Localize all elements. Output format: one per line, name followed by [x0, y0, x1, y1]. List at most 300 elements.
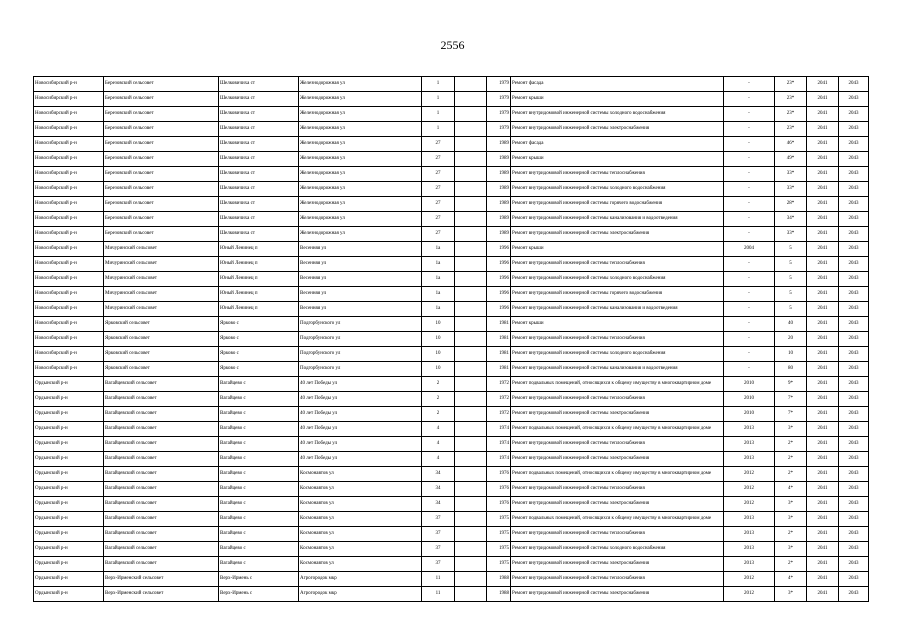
- cell-build-year: 1981: [487, 362, 511, 377]
- cell-street: Железнодорожная ул: [299, 107, 422, 122]
- cell-house-number: 10: [422, 332, 455, 347]
- cell-last-repair-year: -: [724, 107, 775, 122]
- cell-street: Весенняя ул: [299, 272, 422, 287]
- cell-house-number: 34: [422, 467, 455, 482]
- cell-plan-end-year: 2043: [839, 407, 869, 422]
- cell-district: Ордынский р-н: [34, 422, 104, 437]
- cell-district: Ордынский р-н: [34, 542, 104, 557]
- cell-last-repair-year: -: [724, 332, 775, 347]
- cell-house-number: 2: [422, 407, 455, 422]
- cell-building: [455, 407, 487, 422]
- cell-street: 40 лет Победы ул: [299, 407, 422, 422]
- cell-building: [455, 467, 487, 482]
- table-row: [34, 212, 869, 227]
- table-row: [34, 332, 869, 347]
- cell-building: [455, 557, 487, 572]
- cell-wear-percent: 3*: [775, 422, 807, 437]
- cell-last-repair-year: 2013: [724, 452, 775, 467]
- cell-wear-percent: 33*: [775, 227, 807, 242]
- cell-plan-end-year: 2043: [839, 557, 869, 572]
- cell-house-number: 27: [422, 167, 455, 182]
- cell-wear-percent: 28*: [775, 197, 807, 212]
- cell-district: Новосибирский р-н: [34, 287, 104, 302]
- cell-build-year: 1975: [487, 512, 511, 527]
- table-body: [34, 77, 869, 602]
- cell-district: Новосибирский р-н: [34, 257, 104, 272]
- cell-street: 40 лет Победы ул: [299, 422, 422, 437]
- cell-build-year: 1981: [487, 347, 511, 362]
- cell-council: Верх-Ирменский сельсовет: [104, 572, 219, 587]
- cell-district: Новосибирский р-н: [34, 332, 104, 347]
- cell-council: Вагайцевский сельсовет: [104, 392, 219, 407]
- cell-settlement: Вагайцево с: [219, 377, 299, 392]
- cell-plan-start-year: 2041: [807, 77, 839, 92]
- cell-building: [455, 332, 487, 347]
- cell-wear-percent: 33*: [775, 182, 807, 197]
- table-row: [34, 107, 869, 122]
- cell-wear-percent: 4*: [775, 482, 807, 497]
- cell-plan-end-year: 2043: [839, 107, 869, 122]
- cell-wear-percent: 46*: [775, 137, 807, 152]
- cell-last-repair-year: -: [724, 317, 775, 332]
- table-row: [34, 572, 869, 587]
- cell-build-year: 1989: [487, 227, 511, 242]
- cell-settlement: Вагайцево с: [219, 422, 299, 437]
- cell-work-type: Ремонт внутридомовой инженерной системы теплоснабжения: [511, 392, 724, 407]
- cell-house-number: 1: [422, 77, 455, 92]
- table-row: [34, 122, 869, 137]
- cell-district: Новосибирский р-н: [34, 242, 104, 257]
- cell-settlement: Вагайцево с: [219, 557, 299, 572]
- cell-work-type: Ремонт внутридомовой инженерной системы электроснабжения: [511, 122, 724, 137]
- cell-district: Новосибирский р-н: [34, 227, 104, 242]
- table-row: [34, 467, 869, 482]
- cell-plan-start-year: 2041: [807, 377, 839, 392]
- cell-house-number: 11: [422, 587, 455, 602]
- cell-wear-percent: 3*: [775, 542, 807, 557]
- cell-plan-start-year: 2041: [807, 437, 839, 452]
- cell-district: Новосибирский р-н: [34, 212, 104, 227]
- cell-house-number: 34: [422, 497, 455, 512]
- cell-build-year: 1974: [487, 422, 511, 437]
- cell-house-number: 37: [422, 542, 455, 557]
- cell-plan-start-year: 2041: [807, 452, 839, 467]
- cell-plan-end-year: 2043: [839, 392, 869, 407]
- cell-wear-percent: 23*: [775, 122, 807, 137]
- cell-build-year: 1996: [487, 242, 511, 257]
- cell-building: [455, 362, 487, 377]
- table-row: [34, 287, 869, 302]
- cell-plan-end-year: 2043: [839, 482, 869, 497]
- cell-last-repair-year: -: [724, 182, 775, 197]
- cell-last-repair-year: 2013: [724, 557, 775, 572]
- cell-wear-percent: 3*: [775, 497, 807, 512]
- cell-plan-end-year: 2043: [839, 332, 869, 347]
- cell-work-type: Ремонт крыши: [511, 317, 724, 332]
- cell-last-repair-year: -: [724, 212, 775, 227]
- cell-work-type: Ремонт внутридомовой инженерной системы холодного водоснабжения: [511, 107, 724, 122]
- cell-settlement: Вагайцево с: [219, 392, 299, 407]
- cell-build-year: 1996: [487, 287, 511, 302]
- cell-house-number: 37: [422, 527, 455, 542]
- cell-last-repair-year: 2013: [724, 512, 775, 527]
- cell-house-number: 4: [422, 452, 455, 467]
- cell-build-year: 1974: [487, 452, 511, 467]
- table-row: [34, 92, 869, 107]
- cell-last-repair-year: -: [724, 167, 775, 182]
- cell-last-repair-year: -: [724, 287, 775, 302]
- table-row: [34, 152, 869, 167]
- cell-wear-percent: 5: [775, 302, 807, 317]
- cell-building: [455, 437, 487, 452]
- cell-house-number: 1: [422, 122, 455, 137]
- cell-street: Агрогородок мкр: [299, 587, 422, 602]
- cell-work-type: Ремонт внутридомовой инженерной системы канализования и водоотведения: [511, 302, 724, 317]
- cell-district: Новосибирский р-н: [34, 167, 104, 182]
- cell-district: Новосибирский р-н: [34, 317, 104, 332]
- table-row: [34, 542, 869, 557]
- cell-work-type: Ремонт фасада: [511, 137, 724, 152]
- cell-council: Верх-Ирменский сельсовет: [104, 587, 219, 602]
- cell-council: Вагайцевский сельсовет: [104, 467, 219, 482]
- cell-council: Березовский сельсовет: [104, 197, 219, 212]
- cell-build-year: 1975: [487, 527, 511, 542]
- cell-plan-start-year: 2041: [807, 272, 839, 287]
- cell-wear-percent: 5: [775, 242, 807, 257]
- cell-street: Железнодорожная ул: [299, 122, 422, 137]
- cell-building: [455, 497, 487, 512]
- cell-district: Ордынский р-н: [34, 497, 104, 512]
- cell-council: Вагайцевский сельсовет: [104, 437, 219, 452]
- cell-street: 40 лет Победы ул: [299, 377, 422, 392]
- cell-council: Ярковский сельсовет: [104, 317, 219, 332]
- cell-council: Березовский сельсовет: [104, 92, 219, 107]
- cell-building: [455, 392, 487, 407]
- cell-plan-start-year: 2041: [807, 137, 839, 152]
- cell-house-number: 11: [422, 572, 455, 587]
- cell-council: Ярковский сельсовет: [104, 362, 219, 377]
- cell-build-year: 1996: [487, 272, 511, 287]
- cell-build-year: 1976: [487, 467, 511, 482]
- cell-plan-start-year: 2041: [807, 422, 839, 437]
- cell-wear-percent: 23*: [775, 107, 807, 122]
- cell-settlement: Юный Ленинец п: [219, 257, 299, 272]
- cell-work-type: Ремонт внутридомовой инженерной системы теплоснабжения: [511, 167, 724, 182]
- cell-last-repair-year: -: [724, 272, 775, 287]
- cell-building: [455, 317, 487, 332]
- cell-work-type: Ремонт подвальных помещений, относящихся к общему имуществу в многоквартирном доме: [511, 422, 724, 437]
- cell-plan-start-year: 2041: [807, 497, 839, 512]
- cell-street: Космонавтов ул: [299, 512, 422, 527]
- cell-district: Новосибирский р-н: [34, 197, 104, 212]
- cell-settlement: Шелковичиха ст: [219, 182, 299, 197]
- cell-street: Подгорбунского ул: [299, 362, 422, 377]
- cell-plan-end-year: 2043: [839, 167, 869, 182]
- cell-plan-end-year: 2043: [839, 257, 869, 272]
- cell-building: [455, 272, 487, 287]
- table-row: [34, 482, 869, 497]
- table-row: [34, 137, 869, 152]
- cell-settlement: Вагайцево с: [219, 482, 299, 497]
- cell-plan-end-year: 2043: [839, 272, 869, 287]
- cell-settlement: Шелковичиха ст: [219, 137, 299, 152]
- cell-wear-percent: 5: [775, 257, 807, 272]
- cell-build-year: 1988: [487, 587, 511, 602]
- cell-last-repair-year: 2013: [724, 437, 775, 452]
- cell-street: 40 лет Победы ул: [299, 392, 422, 407]
- table-row: [34, 497, 869, 512]
- cell-street: Космонавтов ул: [299, 557, 422, 572]
- cell-work-type: Ремонт внутридомовой инженерной системы холодного водоснабжения: [511, 272, 724, 287]
- cell-building: [455, 542, 487, 557]
- cell-settlement: Ярково с: [219, 347, 299, 362]
- cell-plan-end-year: 2043: [839, 347, 869, 362]
- cell-settlement: Ярково с: [219, 362, 299, 377]
- cell-plan-end-year: 2043: [839, 542, 869, 557]
- cell-building: [455, 512, 487, 527]
- cell-council: Вагайцевский сельсовет: [104, 527, 219, 542]
- cell-street: 40 лет Победы ул: [299, 452, 422, 467]
- table-row: [34, 77, 869, 92]
- cell-wear-percent: 9*: [775, 377, 807, 392]
- cell-work-type: Ремонт подвальных помещений, относящихся к общему имуществу в многоквартирном доме: [511, 512, 724, 527]
- cell-building: [455, 287, 487, 302]
- cell-wear-percent: 80: [775, 362, 807, 377]
- cell-plan-end-year: 2043: [839, 152, 869, 167]
- cell-street: Железнодорожная ул: [299, 197, 422, 212]
- repair-program-table: [33, 76, 869, 602]
- cell-plan-start-year: 2041: [807, 347, 839, 362]
- cell-settlement: Юный Ленинец п: [219, 302, 299, 317]
- cell-build-year: 1989: [487, 137, 511, 152]
- cell-settlement: Юный Ленинец п: [219, 242, 299, 257]
- table-row: [34, 257, 869, 272]
- cell-work-type: Ремонт внутридомовой инженерной системы холодного водоснабжения: [511, 542, 724, 557]
- cell-wear-percent: 2*: [775, 527, 807, 542]
- cell-build-year: 1972: [487, 407, 511, 422]
- cell-plan-end-year: 2043: [839, 212, 869, 227]
- cell-street: Космонавтов ул: [299, 467, 422, 482]
- cell-house-number: 27: [422, 137, 455, 152]
- cell-plan-end-year: 2043: [839, 302, 869, 317]
- cell-build-year: 1989: [487, 182, 511, 197]
- cell-street: Агрогородок мкр: [299, 572, 422, 587]
- cell-settlement: Шелковичиха ст: [219, 122, 299, 137]
- cell-build-year: 1979: [487, 107, 511, 122]
- cell-build-year: 1976: [487, 482, 511, 497]
- cell-house-number: 2: [422, 377, 455, 392]
- cell-last-repair-year: -: [724, 362, 775, 377]
- cell-building: [455, 227, 487, 242]
- cell-wear-percent: 20: [775, 332, 807, 347]
- cell-plan-start-year: 2041: [807, 392, 839, 407]
- table-row: [34, 557, 869, 572]
- cell-build-year: 1989: [487, 197, 511, 212]
- cell-plan-end-year: 2043: [839, 227, 869, 242]
- cell-district: Новосибирский р-н: [34, 362, 104, 377]
- table-row: [34, 452, 869, 467]
- cell-last-repair-year: 2013: [724, 422, 775, 437]
- cell-last-repair-year: 2012: [724, 572, 775, 587]
- cell-work-type: Ремонт крыши: [511, 92, 724, 107]
- cell-wear-percent: 2*: [775, 557, 807, 572]
- cell-council: Березовский сельсовет: [104, 152, 219, 167]
- table-row: [34, 437, 869, 452]
- cell-last-repair-year: -: [724, 347, 775, 362]
- cell-wear-percent: 2*: [775, 452, 807, 467]
- table-row: [34, 227, 869, 242]
- cell-house-number: 1а: [422, 302, 455, 317]
- cell-building: [455, 422, 487, 437]
- cell-plan-end-year: 2043: [839, 197, 869, 212]
- cell-wear-percent: 40: [775, 317, 807, 332]
- cell-street: Космонавтов ул: [299, 542, 422, 557]
- cell-settlement: Шелковичиха ст: [219, 167, 299, 182]
- cell-plan-start-year: 2041: [807, 212, 839, 227]
- cell-district: Ордынский р-н: [34, 557, 104, 572]
- cell-council: Вагайцевский сельсовет: [104, 497, 219, 512]
- cell-council: Березовский сельсовет: [104, 107, 219, 122]
- cell-wear-percent: 23*: [775, 92, 807, 107]
- cell-plan-end-year: 2043: [839, 182, 869, 197]
- table-row: [34, 422, 869, 437]
- cell-work-type: Ремонт внутридомовой инженерной системы теплоснабжения: [511, 572, 724, 587]
- cell-district: Ордынский р-н: [34, 482, 104, 497]
- cell-last-repair-year: 2012: [724, 497, 775, 512]
- cell-building: [455, 257, 487, 272]
- cell-plan-start-year: 2041: [807, 362, 839, 377]
- cell-build-year: 1989: [487, 152, 511, 167]
- cell-street: Железнодорожная ул: [299, 212, 422, 227]
- cell-council: Вагайцевский сельсовет: [104, 482, 219, 497]
- cell-house-number: 34: [422, 482, 455, 497]
- table-row: [34, 167, 869, 182]
- cell-street: Железнодорожная ул: [299, 182, 422, 197]
- cell-build-year: 1996: [487, 302, 511, 317]
- cell-plan-end-year: 2043: [839, 137, 869, 152]
- cell-build-year: 1972: [487, 377, 511, 392]
- cell-house-number: 37: [422, 512, 455, 527]
- cell-plan-end-year: 2043: [839, 422, 869, 437]
- cell-plan-start-year: 2041: [807, 242, 839, 257]
- cell-building: [455, 107, 487, 122]
- cell-building: [455, 137, 487, 152]
- cell-district: Новосибирский р-н: [34, 92, 104, 107]
- cell-council: Мичуринский сельсовет: [104, 242, 219, 257]
- cell-plan-end-year: 2043: [839, 377, 869, 392]
- cell-settlement: Шелковичиха ст: [219, 212, 299, 227]
- cell-building: [455, 482, 487, 497]
- cell-work-type: Ремонт внутридомовой инженерной системы теплоснабжения: [511, 527, 724, 542]
- cell-plan-start-year: 2041: [807, 182, 839, 197]
- table-row: [34, 527, 869, 542]
- cell-street: Подгорбунского ул: [299, 317, 422, 332]
- cell-district: Ордынский р-н: [34, 377, 104, 392]
- cell-council: Вагайцевский сельсовет: [104, 542, 219, 557]
- cell-plan-end-year: 2043: [839, 572, 869, 587]
- cell-council: Вагайцевский сельсовет: [104, 422, 219, 437]
- cell-build-year: 1979: [487, 92, 511, 107]
- cell-council: Мичуринский сельсовет: [104, 287, 219, 302]
- cell-plan-start-year: 2041: [807, 107, 839, 122]
- cell-plan-end-year: 2043: [839, 287, 869, 302]
- cell-settlement: Шелковичиха ст: [219, 92, 299, 107]
- cell-last-repair-year: -: [724, 92, 775, 107]
- cell-plan-start-year: 2041: [807, 572, 839, 587]
- cell-house-number: 4: [422, 422, 455, 437]
- cell-building: [455, 152, 487, 167]
- cell-building: [455, 197, 487, 212]
- cell-plan-start-year: 2041: [807, 332, 839, 347]
- cell-last-repair-year: 2012: [724, 482, 775, 497]
- cell-plan-start-year: 2041: [807, 167, 839, 182]
- cell-plan-end-year: 2043: [839, 452, 869, 467]
- cell-work-type: Ремонт крыши: [511, 242, 724, 257]
- cell-building: [455, 587, 487, 602]
- cell-last-repair-year: 2013: [724, 527, 775, 542]
- cell-plan-start-year: 2041: [807, 317, 839, 332]
- cell-wear-percent: 3*: [775, 587, 807, 602]
- cell-plan-start-year: 2041: [807, 587, 839, 602]
- cell-settlement: Верх-Ирмень с: [219, 572, 299, 587]
- cell-council: Вагайцевский сельсовет: [104, 557, 219, 572]
- cell-plan-start-year: 2041: [807, 257, 839, 272]
- cell-plan-start-year: 2041: [807, 122, 839, 137]
- cell-build-year: 1975: [487, 542, 511, 557]
- cell-street: Железнодорожная ул: [299, 167, 422, 182]
- cell-district: Новосибирский р-н: [34, 77, 104, 92]
- cell-last-repair-year: -: [724, 302, 775, 317]
- cell-last-repair-year: -: [724, 227, 775, 242]
- cell-wear-percent: 5: [775, 272, 807, 287]
- cell-wear-percent: 2*: [775, 437, 807, 452]
- cell-street: Подгорбунского ул: [299, 332, 422, 347]
- table-row: [34, 182, 869, 197]
- table-row: [34, 407, 869, 422]
- cell-build-year: 1988: [487, 572, 511, 587]
- cell-settlement: Шелковичиха ст: [219, 77, 299, 92]
- cell-council: Мичуринский сельсовет: [104, 302, 219, 317]
- cell-district: Ордынский р-н: [34, 587, 104, 602]
- cell-build-year: 1989: [487, 212, 511, 227]
- cell-building: [455, 77, 487, 92]
- cell-work-type: Ремонт внутридомовой инженерной системы канализования и водоотведения: [511, 362, 724, 377]
- cell-plan-start-year: 2041: [807, 92, 839, 107]
- cell-building: [455, 92, 487, 107]
- cell-house-number: 1а: [422, 257, 455, 272]
- cell-wear-percent: 34*: [775, 212, 807, 227]
- cell-house-number: 27: [422, 182, 455, 197]
- cell-street: Железнодорожная ул: [299, 77, 422, 92]
- cell-plan-start-year: 2041: [807, 152, 839, 167]
- cell-work-type: Ремонт внутридомовой инженерной системы электроснабжения: [511, 557, 724, 572]
- cell-work-type: Ремонт внутридомовой инженерной системы теплоснабжения: [511, 257, 724, 272]
- cell-build-year: 1981: [487, 317, 511, 332]
- cell-street: Весенняя ул: [299, 302, 422, 317]
- cell-council: Вагайцевский сельсовет: [104, 452, 219, 467]
- cell-plan-start-year: 2041: [807, 287, 839, 302]
- cell-plan-end-year: 2043: [839, 587, 869, 602]
- cell-settlement: Шелковичиха ст: [219, 197, 299, 212]
- cell-building: [455, 527, 487, 542]
- cell-district: Новосибирский р-н: [34, 122, 104, 137]
- cell-plan-start-year: 2041: [807, 542, 839, 557]
- cell-plan-start-year: 2041: [807, 482, 839, 497]
- cell-settlement: Вагайцево с: [219, 467, 299, 482]
- cell-building: [455, 167, 487, 182]
- cell-wear-percent: 10: [775, 347, 807, 362]
- cell-last-repair-year: 2012: [724, 587, 775, 602]
